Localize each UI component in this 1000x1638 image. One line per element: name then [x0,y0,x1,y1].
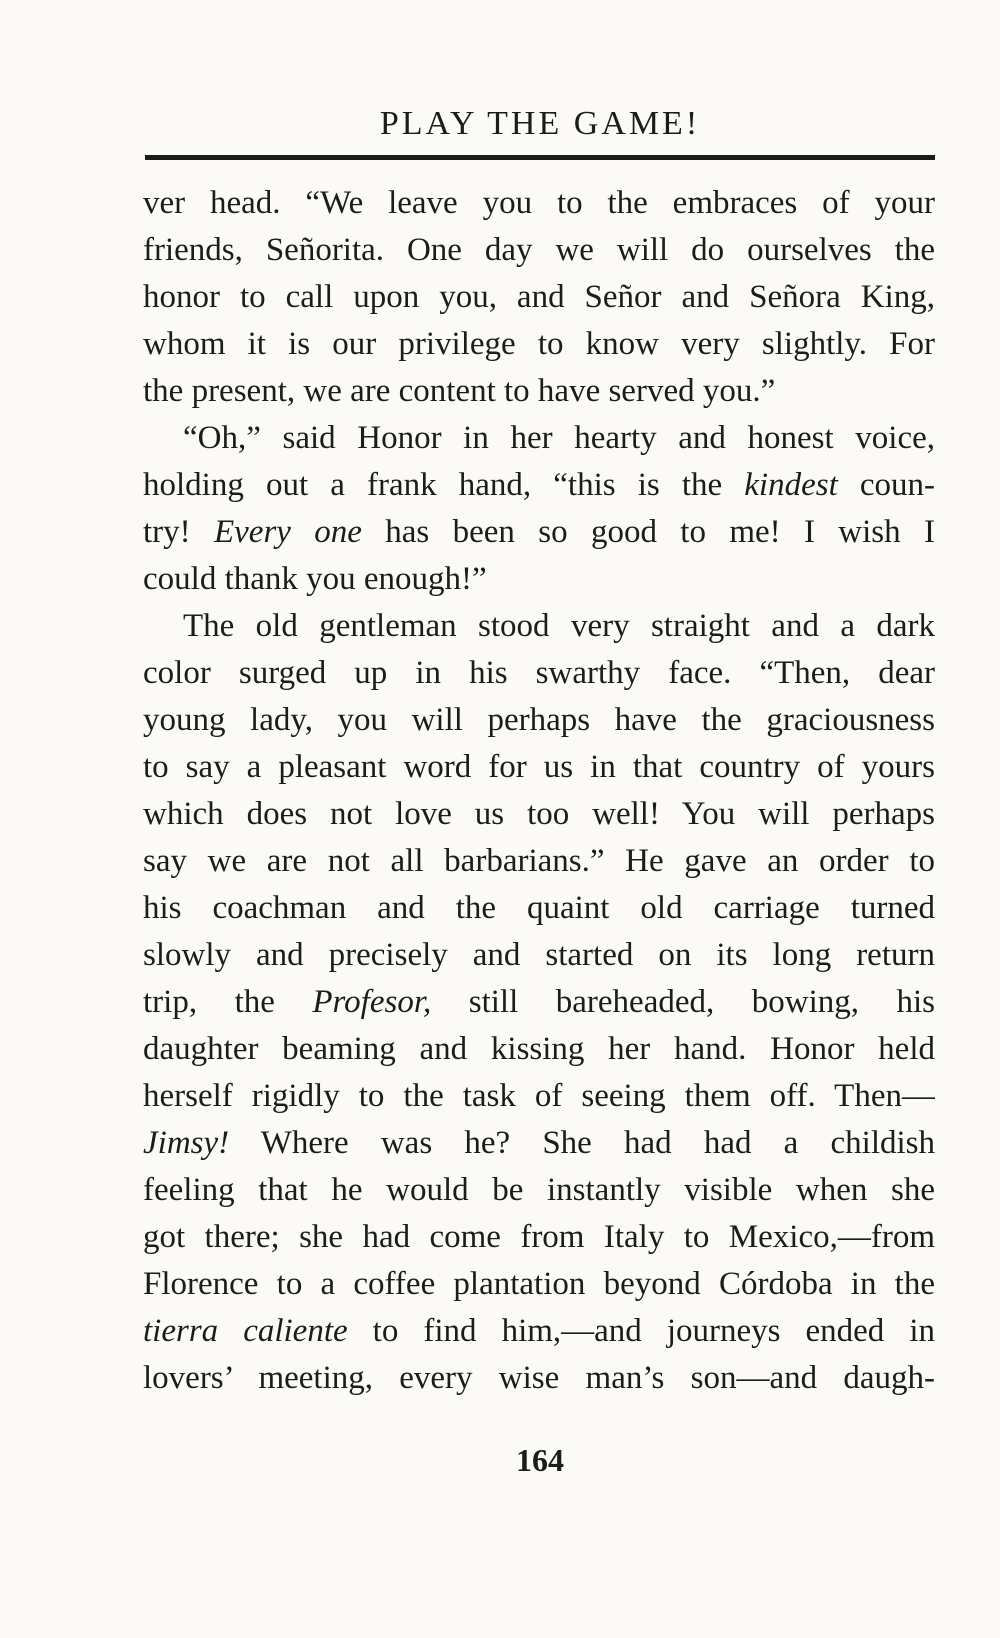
text-line: slowly and precisely and started on its long return [143,937,935,973]
text-line: which does not love us too well! You will perhaps [143,796,935,832]
italic-emphasis: Every one [214,514,362,550]
text-line: got there; she had come from Italy to Mexico,—from [143,1219,935,1255]
header-rule [145,155,935,160]
text-line: tierra caliente to find him,—and journeys ended in [143,1313,935,1349]
text-line: Florence to a coffee plantation beyond Córdoba in the [143,1266,935,1302]
text-line: young lady, you will perhaps have the graciousness [143,702,935,738]
page-number: 164 [516,1442,564,1478]
text-line: his coachman and the quaint old carriage turned [143,890,935,926]
text-line: honor to call upon you, and Señor and Señora King, [143,279,935,315]
text-line: the present, we are content to have served you.” [143,373,776,409]
text-line: holding out a frank hand, “this is the kindest coun- [143,467,935,503]
italic-emphasis: kindest [744,467,838,503]
italic-emphasis: Jimsy! [143,1125,230,1161]
text-line: color surged up in his swarthy face. “Then, dear [143,655,935,691]
paragraph-first-line: The old gentleman stood very straight and a dark [183,608,935,644]
text-line: herself rigidly to the task of seeing them off. Then— [143,1078,935,1114]
text-line: feeling that he would be instantly visible when she [143,1172,935,1208]
text-line: ver head. “We leave you to the embraces of your [143,185,935,221]
body-text [143,180,935,1402]
text-line: daughter beaming and kissing her hand. Honor held [143,1031,935,1067]
text-line: friends, Señorita. One day we will do ourselves the [143,232,935,268]
text-line: could thank you enough!” [143,561,487,597]
italic-emphasis: tierra caliente [143,1313,348,1349]
running-head: PLAY THE GAME! [379,105,701,142]
text-line: trip, the Profesor, still bareheaded, bowing, his [143,984,935,1020]
text-line: lovers’ meeting, every wise man’s son—and daugh- [143,1360,935,1396]
text-line: try! Every one has been so good to me! I wish I [143,514,935,550]
paragraph-first-line: “Oh,” said Honor in her hearty and honest voice, [183,420,935,456]
italic-emphasis: Profesor, [312,984,432,1020]
text-line: whom it is our privilege to know very slightly. For [143,326,935,362]
text-line: to say a pleasant word for us in that country of yours [143,749,935,785]
text-line: Jimsy! Where was he? She had had a childish [143,1125,935,1161]
text-line: say we are not all barbarians.” He gave an order to [143,843,935,879]
